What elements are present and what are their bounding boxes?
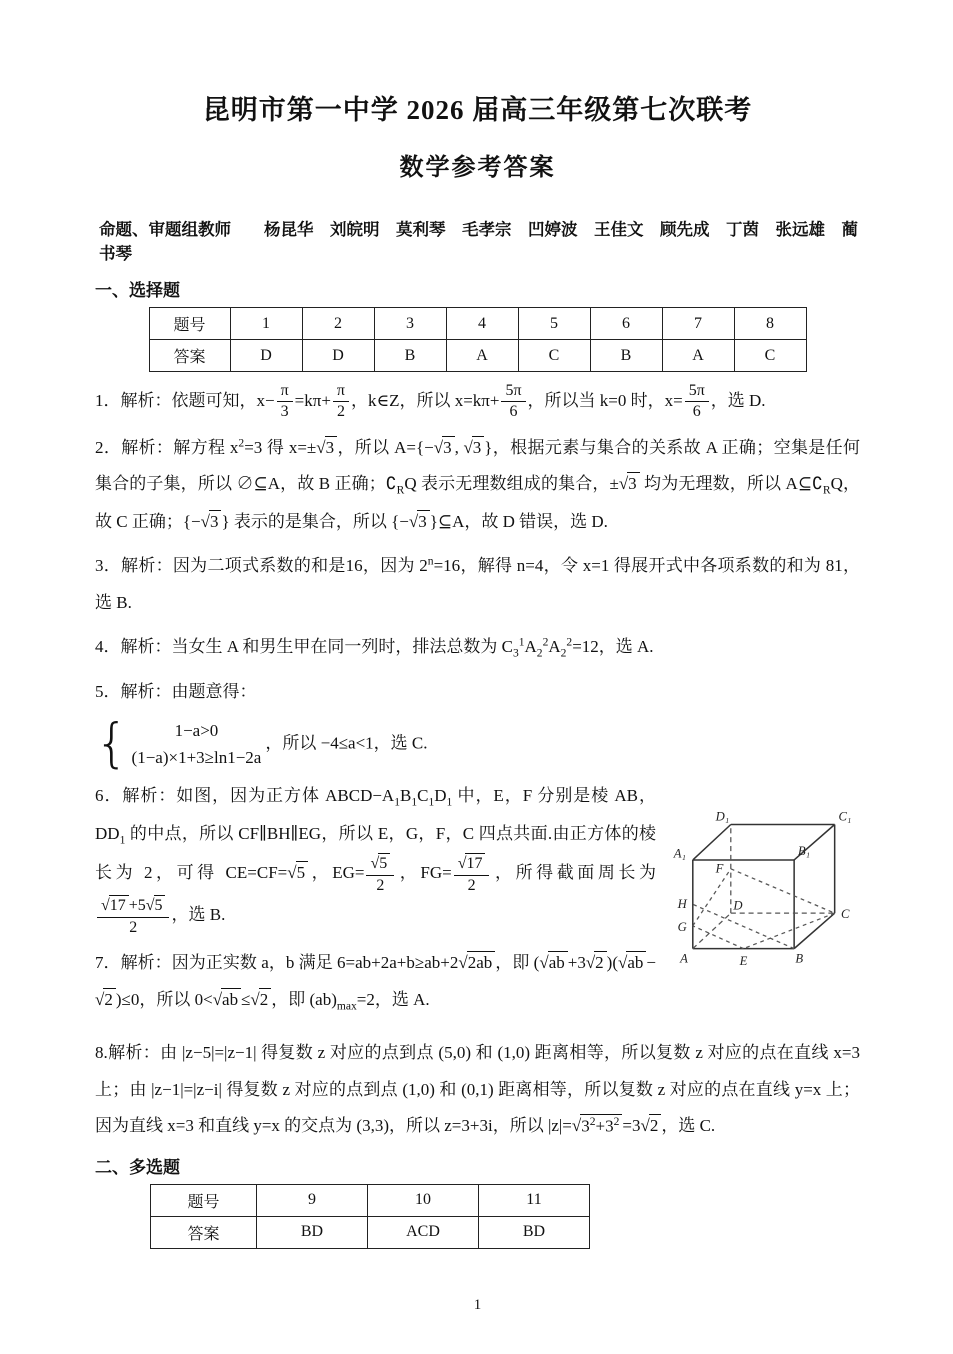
teachers-line: 命题、审题组教师 杨昆华 刘皖明 莫利琴 毛孝宗 凹婷波 王佳文 顾先成 丁茵 张远雄 蔺书琴 <box>99 220 858 263</box>
solution-4: 4．解析：当女生 A 和男生甲在同一列时，排法总数为 $C_3^1A_2^2A_2^2=12$，选 A. <box>95 635 654 660</box>
vertex-label-c: C <box>841 907 850 922</box>
solutions-6-7-block <box>95 778 860 1027</box>
cube-figure <box>670 784 860 979</box>
qnum-cell: 9 <box>257 1184 368 1216</box>
solution-5-system: { 1−a>0 (1−a)×1+3≥ln1−2a ，所以 −4≤a<1，选 C. <box>95 713 428 775</box>
answer-cell: B <box>374 340 446 372</box>
qnum-cell: 10 <box>368 1184 479 1216</box>
answer-cell: C <box>518 340 590 372</box>
qnum-cell: 5 <box>518 308 590 340</box>
qnum-cell: 3 <box>374 308 446 340</box>
multichoice-answer-table <box>150 1184 590 1249</box>
solution-3: 3．解析：因为二项式系数的和是16，因为 $2^n=16$，解得 n=4，令 x=1 得展开式中各项系数的和为 81，选 B. <box>95 554 860 612</box>
vertex-label-d: D <box>733 898 743 913</box>
table-row <box>149 340 806 372</box>
vertex-label-f: F <box>715 861 724 876</box>
vertex-label-b1: B₁ <box>797 844 811 859</box>
vertex-label-g: G <box>677 920 687 935</box>
answer-cell: ACD <box>368 1216 479 1248</box>
answer-cell: A <box>446 340 518 372</box>
table-row <box>149 308 806 340</box>
section2-heading: 二、多选题 <box>95 1157 180 1177</box>
vertex-label-b: B <box>795 951 804 966</box>
vertex-label-a: A <box>680 951 688 966</box>
choice-answer-table <box>149 307 807 372</box>
qnum-cell: 7 <box>662 308 734 340</box>
answer-cell: D <box>230 340 302 372</box>
answer-cell: D <box>302 340 374 372</box>
qnum-cell: 2 <box>302 308 374 340</box>
page-number: 1 <box>473 1296 482 1313</box>
qnum-label-cell: 题号 <box>149 308 230 340</box>
solution-8: 8.解析：由 |z−5|=|z−1| 得复数 z 对应的点到点 (5,0) 和 (1,0) 距离相等，所以复数 z 对应的点在直线 x=3 上；由 |z−1|=|z−i| 得复数 z 对应的点到点 (1,0) 和 (0,1) 距离相等，所以复数 z 对应的点在直线 y=x 上；因为直线 x=3 和直线 y=x 的交点为 (3,3)，所以 z=3+3i，所以 $|z|=√3^2+3^2 =3√2$ ，选 C. <box>95 1043 860 1136</box>
qnum-cell: 8 <box>734 308 806 340</box>
answer-cell: B <box>590 340 662 372</box>
vertex-label-e: E <box>739 954 748 969</box>
vertex-label-c1: C₁ <box>838 809 852 824</box>
cube-solid-edges <box>693 825 835 949</box>
table-row <box>151 1184 590 1216</box>
solution-7: 7．解析：因为正实数 a，b 满足 6=ab+2a+b≥ab+2√2ab ，即 (√ab +3√2 )(√ab −√2 )≤0，所以 0<√ab ≤√2 ，即 $(ab)_{max}=2$，选 A. <box>95 953 656 1013</box>
qnum-cell: 4 <box>446 308 518 340</box>
answer-cell: A <box>662 340 734 372</box>
answer-label-cell: 答案 <box>149 340 230 372</box>
qnum-label-cell: 题号 <box>151 1184 257 1216</box>
qnum-cell: 6 <box>590 308 662 340</box>
vertex-label-h: H <box>677 897 687 912</box>
answer-cell: BD <box>257 1216 368 1248</box>
answer-cell: BD <box>479 1216 590 1248</box>
vertex-label-d1: D₁ <box>715 809 730 824</box>
cube-section-lines <box>693 869 835 949</box>
qnum-cell: 1 <box>230 308 302 340</box>
table-row <box>151 1216 590 1248</box>
qnum-cell: 11 <box>479 1184 590 1216</box>
vertex-label-a1: A₁ <box>673 846 686 861</box>
cube-svg <box>670 784 860 979</box>
answer-label-cell: 答案 <box>151 1216 257 1248</box>
solution-5-lead: 5．解析：由题意得： <box>95 682 257 702</box>
page-subtitle: 数学参考答案 <box>399 155 556 181</box>
solution-1: 1．解析：依题可知，x− $\frac{\pi}{3}$ =kπ+ $\frac{\pi}{2}$ ，k∈Z，所以 x=kπ+ $\frac{5\pi}{6}$ ，所以当 k=0 时，x= $\frac{5\pi}{6}$ ，选 D. <box>95 382 766 421</box>
solution-2: 2．解析：解方程 $x^2=3$ 得 x=±√3 ，所以 A={−√3 , √3 }，根据元素与集合的关系故 A 正确；空集是任何集合的子集，所以 ∅⊆A，故 B 正确；$∁_RQ$ 表示无理数组成的集合，±√3 均为无理数，所以 $A⊆∁_RQ$，故 C 正确；{−√3 } 表示的是集合，所以 {−√3 }⊆A，故 D 错误，选 D. <box>95 436 861 531</box>
answer-cell: C <box>734 340 806 372</box>
page-title: 昆明市第一中学 2026 届高三年级第七次联考 <box>202 95 753 125</box>
solution-6: 6．解析：如图，因为正方体 $ABCD-A_1B_1C_1D_1$ 中，E，F 分别是棱 AB，$DD_1$ 的中点，所以 CF∥BH∥EG，所以 E，G，F，C 四点共面.由正方体的棱长为 2，可得 CE=CF=√5 ，EG= $\frac{√5}{2}$ ，FG= $\frac{√17}{2}$ ，所得截面周长为 $\frac{√17 +5√5}{2}$ ，选 B. <box>95 786 656 937</box>
section1-heading: 一、选择题 <box>95 281 180 300</box>
